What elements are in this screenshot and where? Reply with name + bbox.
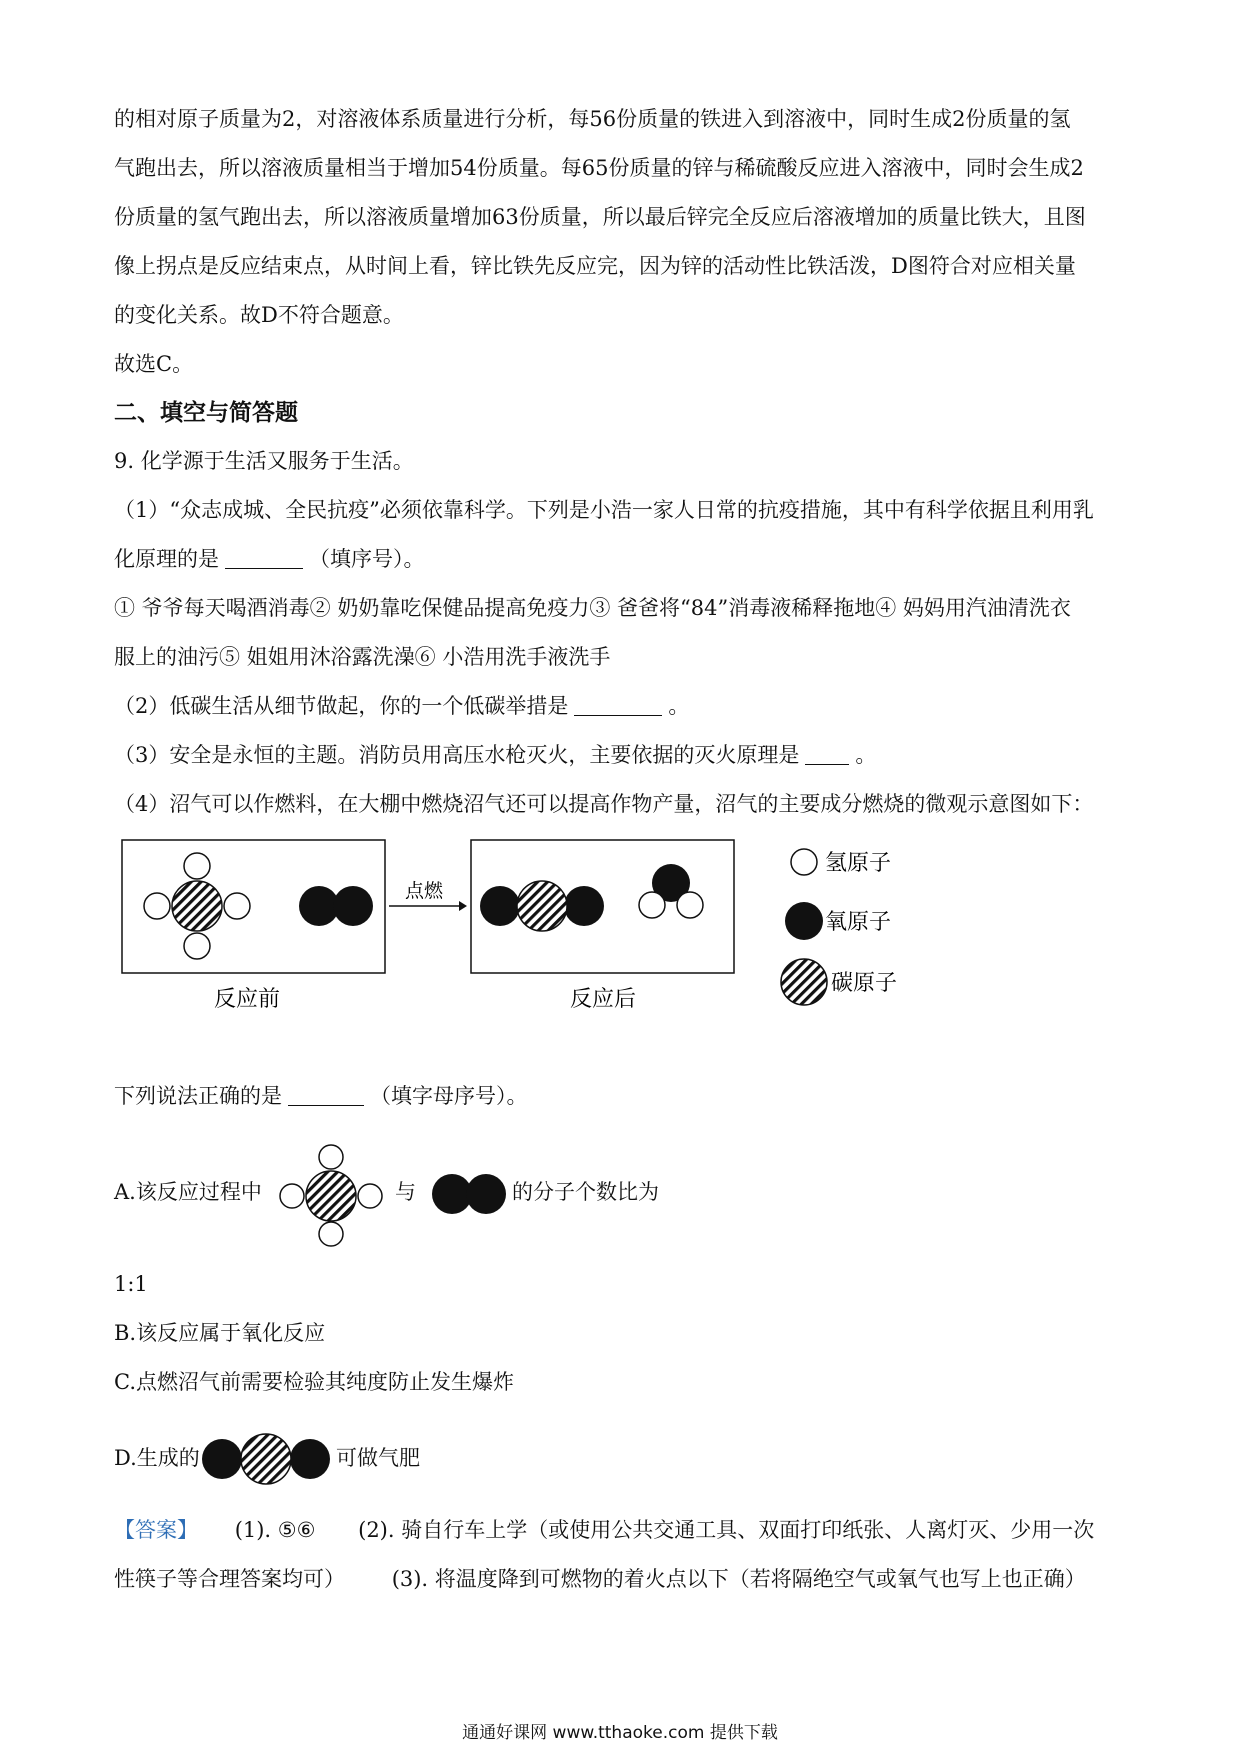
choices-prompt xyxy=(114,1072,1134,1121)
before-label: 反应前 xyxy=(213,987,281,1012)
svg-text:碳原子: 碳原子 xyxy=(831,971,898,996)
methane-molecule-inline xyxy=(276,1142,392,1250)
option-list-cont: 服上的油污⑤ 姐姐用沐浴露洗澡⑥ 小浩用洗手液洗手 xyxy=(114,645,611,669)
question-text: （3）安全是永恒的主题。消防员用高压水枪灭火，主要依据的灭火原理是 xyxy=(114,743,800,767)
choice-c: C.点燃沼气前需要检验其纯度防止发生爆炸 xyxy=(114,1370,514,1394)
choice-a-mid: 与 xyxy=(395,1180,416,1204)
answer-line xyxy=(114,1506,1134,1555)
question-text: 化原理的是 xyxy=(114,547,219,571)
question-part-3 xyxy=(114,731,1134,780)
methane-molecule xyxy=(144,853,250,959)
question-text: （填序号）。 xyxy=(309,547,425,571)
svg-text:氢原子: 氢原子 xyxy=(825,851,892,876)
text-line: 像上拐点是反应结束点，从时间上看，锌比铁先反应完，因为锌的活动性比铁活泼，D图符合对应相关量 xyxy=(114,254,1076,278)
choice-a-post: 的分子个数比为 xyxy=(512,1180,659,1204)
question-text: 下列说法正确的是 xyxy=(114,1084,282,1108)
page-footer: 通通好课网 www.tthaoke.com 提供下载 xyxy=(462,1723,778,1743)
choice-a-text: A.该反应过程中 xyxy=(114,1180,262,1204)
answer-blank[interactable] xyxy=(225,546,303,569)
choice-d-text: D.生成的 xyxy=(114,1446,200,1470)
answer-line-2 xyxy=(114,1555,1134,1604)
answer-blank[interactable] xyxy=(574,693,662,716)
answer-2-cont: 性筷子等合理答案均可） xyxy=(114,1567,345,1591)
answer-3: (3). 将温度降到可燃物的着火点以下（若将隔绝空气或氧气也写上也正确） xyxy=(391,1567,1086,1591)
answer-blank[interactable] xyxy=(288,1083,364,1106)
answer-blank[interactable] xyxy=(805,742,849,765)
text-line: 的变化关系。故D不符合题意。 xyxy=(114,303,404,327)
text-line: 气跑出去，所以溶液质量相当于增加54份质量。每65份质量的锌与稀硫酸反应进入溶液中，同时会生成2 xyxy=(114,156,1084,180)
text-line: 故选C。 xyxy=(114,352,194,376)
answer-2: (2). 骑自行车上学（或使用公共交通工具、双面打印纸张、人离灯灭、少用一次 xyxy=(358,1518,1095,1542)
reaction-diagram xyxy=(110,832,910,1022)
answer-1: (1). ⑤⑥ xyxy=(234,1518,316,1542)
question-text: （2）低碳生活从细节做起，你的一个低碳举措是 xyxy=(114,694,569,718)
oxygen-molecule xyxy=(299,886,373,926)
choice-b: B.该反应属于氧化反应 xyxy=(114,1321,326,1345)
oxygen-molecule-inline xyxy=(430,1172,510,1216)
option-list: ① 爷爷每天喝酒消毒② 奶奶靠吃保健品提高免疫力③ 爸爸将“84”消毒液稀释拖地④ 妈妈用汽油清洗衣 xyxy=(114,596,1071,620)
text-line: 的相对原子质量为2，对溶液体系质量进行分析，每56份质量的铁进入到溶液中，同时生成2份质量的氢 xyxy=(114,107,1071,131)
answer-tag: 【答案】 xyxy=(114,1518,198,1542)
after-label: 反应后 xyxy=(569,987,637,1012)
choice-a-ratio: 1:1 xyxy=(114,1272,148,1296)
legend xyxy=(781,849,897,1005)
question-text: （填字母序号）。 xyxy=(370,1084,528,1108)
question-part-4: （4）沼气可以作燃料，在大棚中燃烧沼气还可以提高作物产量，沼气的主要成分燃烧的微观示意图如下： xyxy=(114,792,1094,816)
question-text: 。 xyxy=(855,743,877,767)
question-part-1: （1）“众志成城、全民抗疫”必须依靠科学。下列是小浩一家人日常的抗疫措施，其中有科学依据且利用乳 xyxy=(114,498,1094,522)
carbon-dioxide-molecule xyxy=(480,881,604,931)
section-title: 二、填空与简答题 xyxy=(114,399,298,426)
svg-text:氧原子: 氧原子 xyxy=(825,910,892,935)
question-stem: 9. 化学源于生活又服务于生活。 xyxy=(114,449,414,473)
question-part-1-cont xyxy=(114,535,1134,584)
carbon-dioxide-molecule-inline xyxy=(200,1431,334,1487)
arrow-label: 点燃 xyxy=(404,880,444,902)
text-line: 份质量的氢气跑出去，所以溶液质量增加63份质量，所以最后锌完全反应后溶液增加的质量比铁大，且图 xyxy=(114,205,1086,229)
question-text: 。 xyxy=(668,694,690,718)
question-part-2 xyxy=(114,682,1134,731)
arrow-head xyxy=(459,901,467,911)
choice-d-post: 可做气肥 xyxy=(336,1446,420,1470)
water-molecule xyxy=(639,864,703,918)
